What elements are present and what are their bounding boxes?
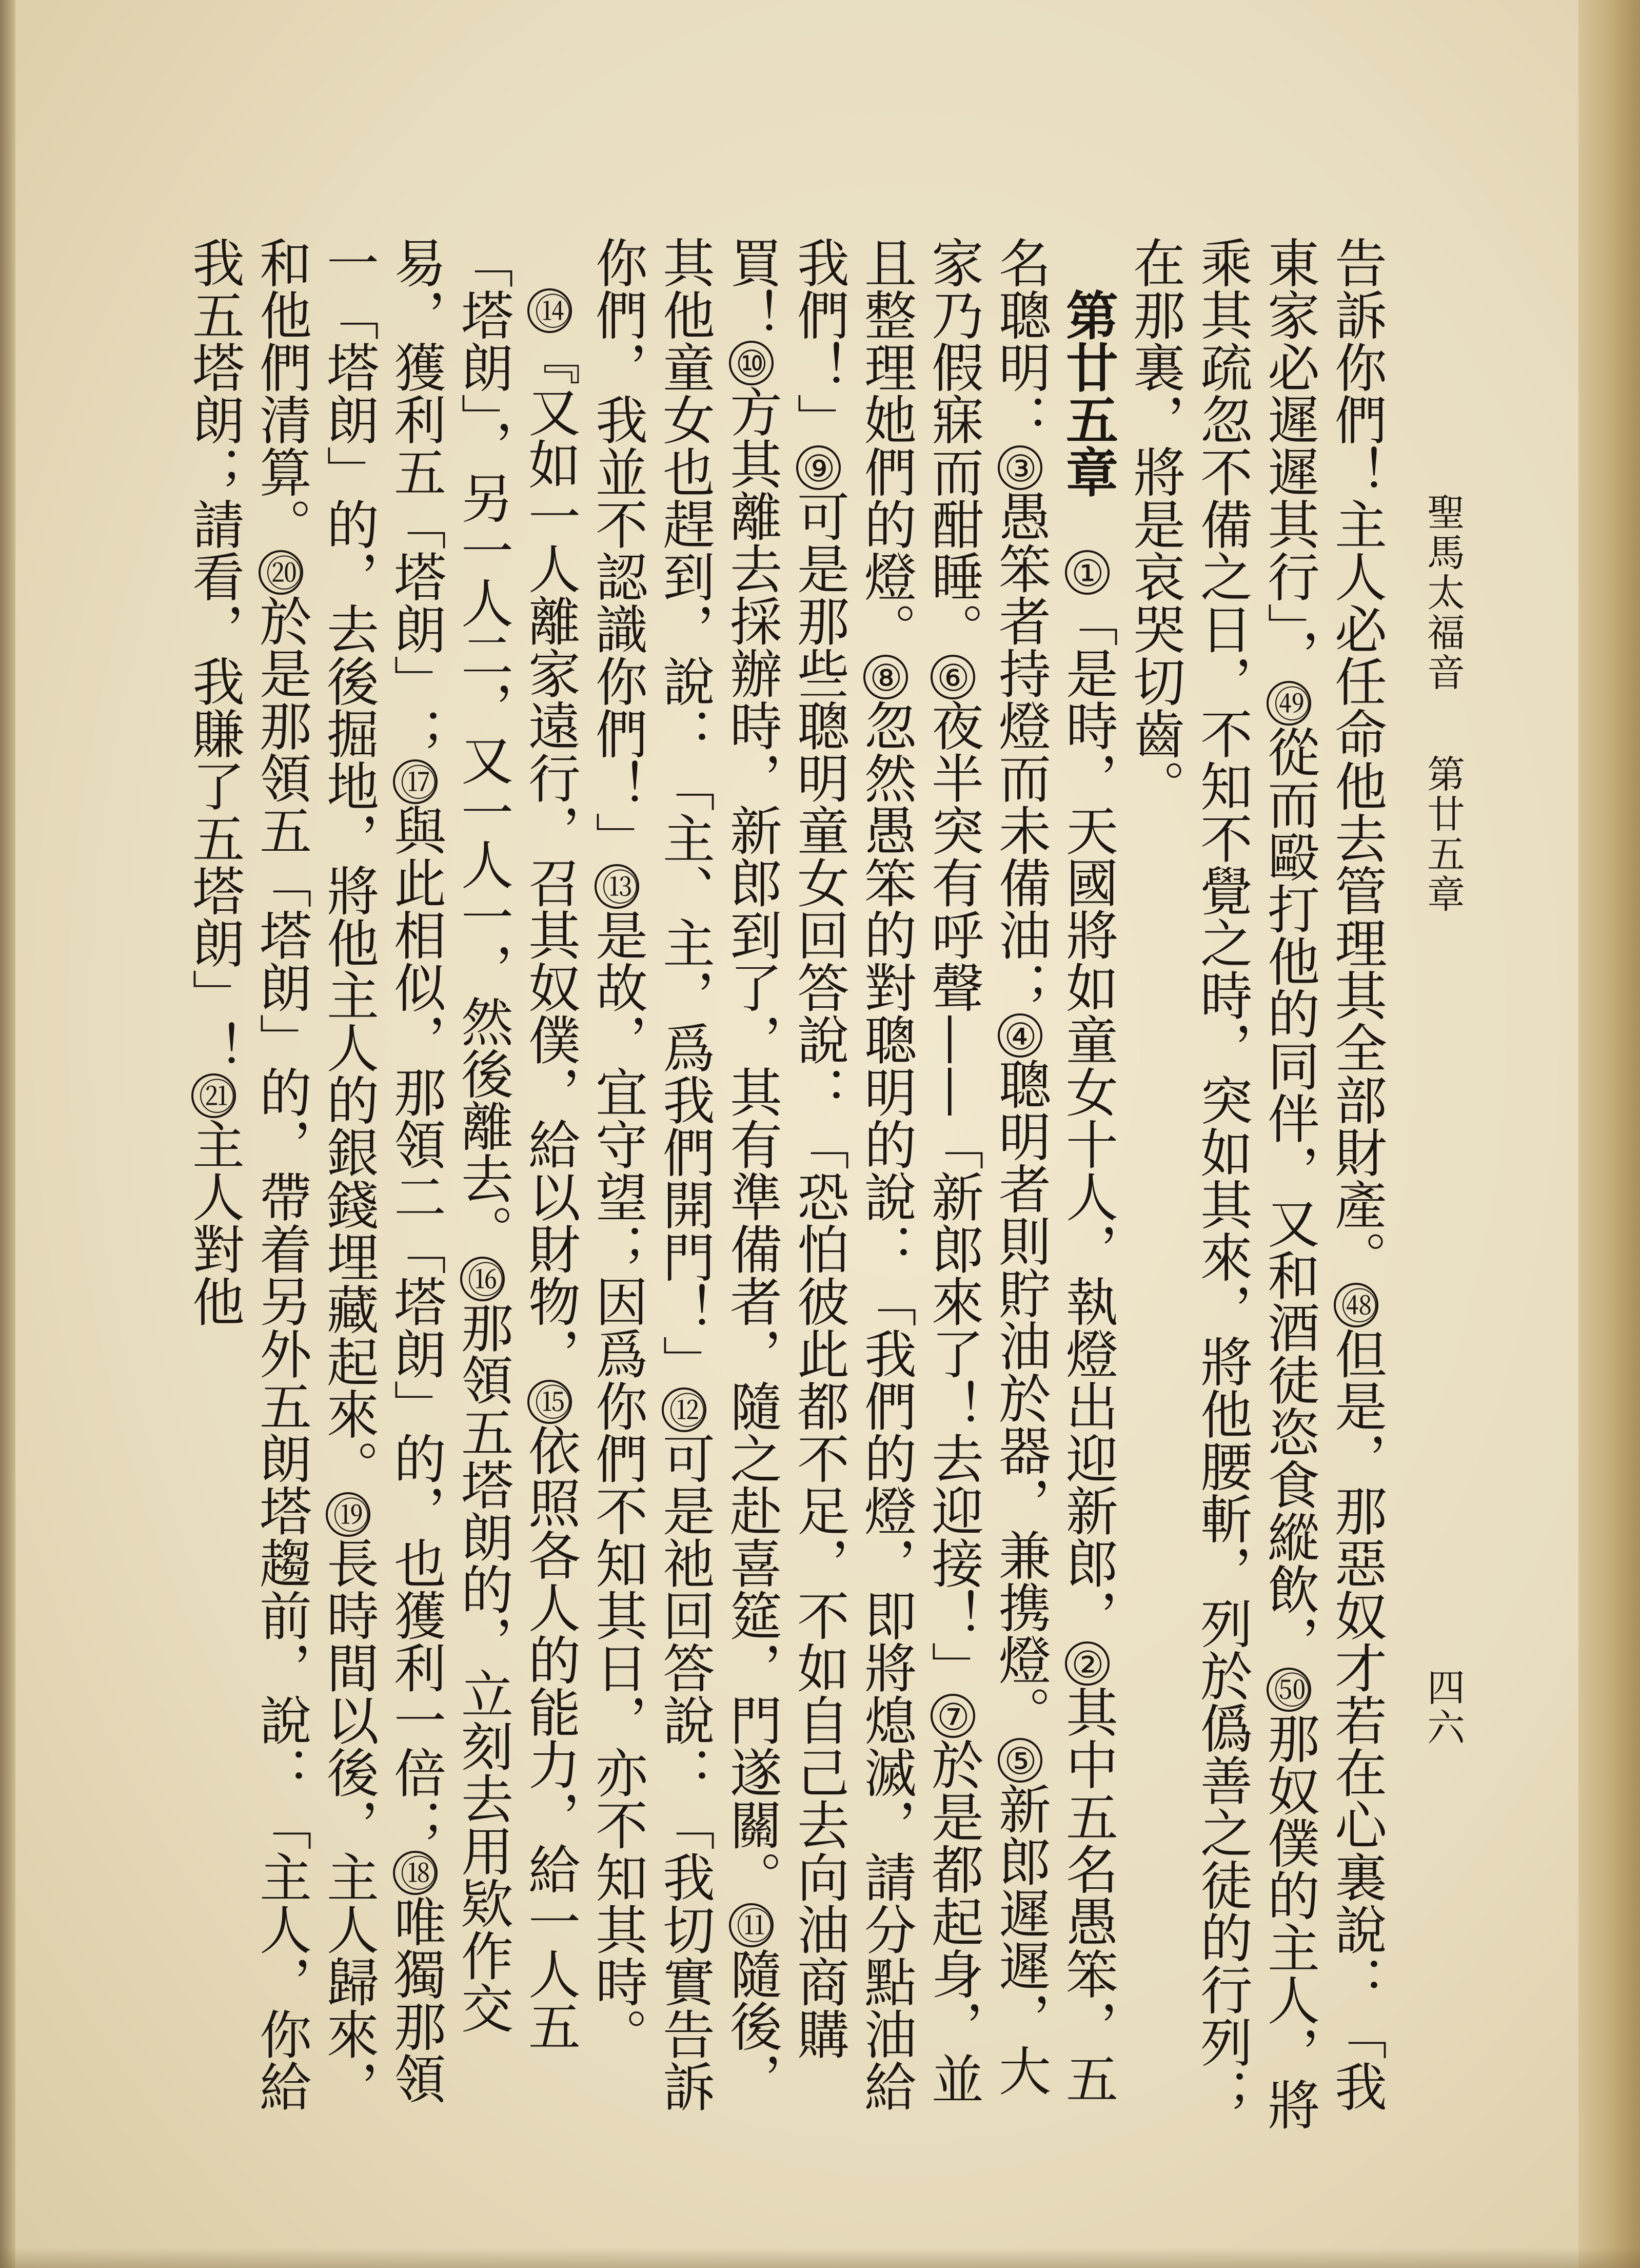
verse-text: 可是那些聰明童女回答說：「恐怕彼此都不足，不如自己去向油商購買！	[721, 236, 849, 2060]
verse-number: ⑪	[729, 1903, 774, 1948]
page-bottom-edge	[0, 2247, 1640, 2268]
verse-number: ⑨	[796, 445, 841, 490]
verse-number: ㉑	[191, 1073, 236, 1118]
verse-text: 新郎遲遲，大家乃假寐而酣睡。	[923, 236, 1051, 2097]
verse-text: 與此相似，那領二「塔朗」的，也獲利一倍；	[385, 804, 446, 1851]
paragraph-ch25-talents	[181, 236, 584, 2135]
verse-text: 依照各人的能力，給一人五「塔朗」，另一人二，又一人一，然後離去。	[452, 236, 581, 2052]
running-head-chapter: 第廿五章	[1421, 754, 1465, 914]
verse-text: 隨後，其他童女也趕到，說：「主、主，爲我們開門！」	[654, 236, 782, 2105]
verse-number: ②	[1065, 1641, 1110, 1686]
chapter-heading: 第廿五章	[1057, 288, 1118, 498]
verse-text: 於是都起身，並且整理她們的燈。	[856, 236, 984, 2105]
verse-number: ⑧	[863, 655, 908, 699]
verse-number: ⑲	[326, 1492, 370, 1537]
verse-text: 長時間以後，主人歸來，和他們清算。	[251, 236, 379, 2113]
verse-text: 主人對他	[184, 1118, 245, 1327]
verse-number: ⑮	[527, 1380, 572, 1424]
verse-number: ⑬	[595, 864, 639, 909]
verse-text: 唯獨那領一「塔朗」的，去後掘地，將他主人的銀錢埋藏起來。	[318, 236, 446, 2105]
verse-number: ㊽	[1334, 1283, 1378, 1327]
verse-number: ⑦	[931, 1694, 975, 1738]
verse-text: 「是時，天國將如童女十人，執燈出迎新郎，	[1057, 594, 1118, 1641]
page-number: 四六	[1421, 1668, 1465, 1748]
verse-number: ③	[998, 445, 1042, 490]
verse-text: 是故，宜守望；因爲你們不知其日，亦不知其時。	[587, 908, 648, 2060]
verse-number: ⑩	[729, 341, 774, 385]
page-left-edge	[0, 0, 15, 2268]
verse-number: ⑰	[393, 759, 438, 804]
verse-text: 告訴你們！主人必任命他去管理其全部財產。	[1326, 236, 1387, 1283]
verse-number: ⑫	[662, 1387, 706, 1432]
paragraph-ch24-end	[1121, 236, 1390, 2135]
verse-number: ⑳	[259, 550, 303, 595]
verse-text: 那領五塔朗的，立刻去用欵作交易，獲利五「塔朗」；	[385, 236, 513, 2034]
verse-text: 但是，那惡奴才若在心裏說：「我東家必遲遲其行」，	[1259, 236, 1387, 2113]
verse-number: ㊿	[1267, 1668, 1311, 1712]
verse-number: ④	[998, 1013, 1042, 1058]
verse-number: ⑥	[931, 655, 975, 699]
verse-number: ㊾	[1267, 681, 1311, 726]
verse-text: 可是祂回答說：「我切實告訴你們，我並不認識你們！」	[587, 236, 715, 2113]
verse-text: 『又如一人離家遠行，召其奴僕，給以財物，	[520, 333, 581, 1380]
verse-text: 那奴僕的主人，將乘其疏忽不備之日，不知不覺之時，突如其來，將他腰斬，列於僞善之徒的行列；在那裏，將是哀哭切齒。	[1124, 236, 1320, 2131]
page-right-edge	[1578, 0, 1640, 2268]
verse-text: 忽然愚笨的對聰明的說：「我們的燈，即將熄滅，請分點油給我們！」	[788, 236, 917, 2113]
verse-number: ⑤	[998, 1738, 1042, 1783]
vertical-text-body	[184, 236, 1390, 2135]
paragraph-ch25-virgins	[584, 236, 1121, 2135]
verse-text: 從而毆打他的同伴，又和酒徒恣食縱飲，	[1259, 725, 1320, 1668]
running-head-book-title: 聖馬太福音	[1421, 493, 1465, 693]
verse-number: ⑭	[527, 288, 572, 333]
verse-text: 其中五名愚笨，五名聰明：	[990, 236, 1118, 2105]
verse-number: ①	[1065, 550, 1110, 595]
verse-text: 愚笨者持燈而未備油；	[990, 490, 1051, 1013]
verse-text: 聰明者則貯油於器，兼携燈。	[990, 1058, 1051, 1738]
verse-number: ⑯	[460, 1257, 505, 1301]
verse-text: 於是那領五「塔朗」的，帶着另外五朗塔趨前，說：「主人，你給我五塔朗；請看，我賺了五塔朗」！	[184, 236, 312, 2113]
verse-text: 夜半突有呼聲——「新郎來了！去迎接！」	[923, 699, 984, 1694]
verse-text: 方其離去採辦時，新郎到了，其有準備者，隨之赴喜筵，門遂關。	[721, 385, 782, 1903]
verse-number: ⑱	[393, 1851, 438, 1895]
